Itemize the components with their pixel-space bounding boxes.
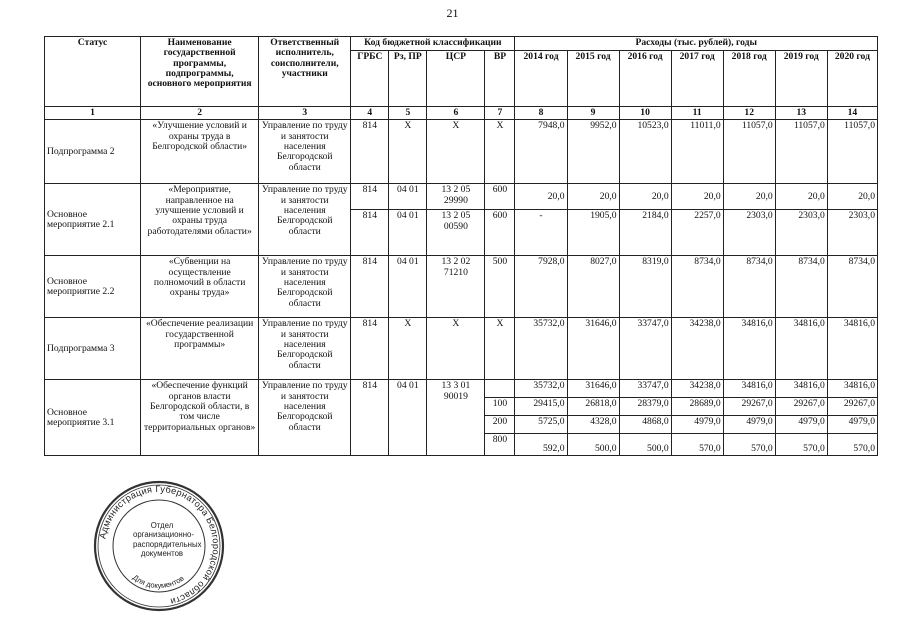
cell-value: 29267,0 xyxy=(775,398,827,416)
cell-grbs: 814 xyxy=(351,318,389,380)
cell-rzpr: 04 01 xyxy=(389,380,427,456)
cell-value: 20,0 xyxy=(567,184,619,210)
cell-csr: Х xyxy=(427,318,485,380)
column-number: 6 xyxy=(427,107,485,120)
row-executor: Управление по труду и занятости населения Белгородской области xyxy=(259,318,351,380)
cell-value: 4979,0 xyxy=(775,416,827,434)
table-row xyxy=(45,380,878,398)
column-number: 12 xyxy=(723,107,775,120)
cell-value: 570,0 xyxy=(671,434,723,456)
column-number: 4 xyxy=(351,107,389,120)
cell-value: 29415,0 xyxy=(515,398,567,416)
row-status: Подпрограмма 2 xyxy=(45,120,141,184)
table-row xyxy=(45,184,878,210)
header-executor: Ответственный исполнитель, соисполнители, участники xyxy=(259,37,351,107)
cell-value: 10523,0 xyxy=(619,120,671,184)
cell-value: 11057,0 xyxy=(723,120,775,184)
cell-grbs: 814 xyxy=(351,184,389,210)
cell-value: 4328,0 xyxy=(567,416,619,434)
cell-vr: 800 xyxy=(485,434,515,456)
cell-csr: 13 2 05 29990 xyxy=(427,184,485,210)
header-name: Наименование государственной программы, подпрограммы, основного мероприятия xyxy=(141,37,259,107)
cell-value: 7948,0 xyxy=(515,120,567,184)
header-vr: ВР xyxy=(485,51,515,107)
cell-value: 570,0 xyxy=(723,434,775,456)
cell-vr: Х xyxy=(485,318,515,380)
cell-csr: 13 2 05 00590 xyxy=(427,210,485,256)
cell-rzpr: 04 01 xyxy=(389,256,427,318)
row-name: «Субвенции на осуществление полномочий в области охраны труда» xyxy=(141,256,259,318)
stamp-inner-textpath: Для документов xyxy=(131,572,186,591)
header-grbs: ГРБС xyxy=(351,51,389,107)
cell-grbs: 814 xyxy=(351,380,389,456)
cell-vr: 600 xyxy=(485,184,515,210)
cell-rzpr: Х xyxy=(389,120,427,184)
cell-value: 34816,0 xyxy=(723,318,775,380)
column-number: 14 xyxy=(827,107,877,120)
cell-vr: Х xyxy=(485,120,515,184)
column-number: 9 xyxy=(567,107,619,120)
cell-value: 2303,0 xyxy=(775,210,827,256)
cell-value: 8734,0 xyxy=(775,256,827,318)
cell-value: 2303,0 xyxy=(723,210,775,256)
cell-grbs: 814 xyxy=(351,256,389,318)
column-number: 5 xyxy=(389,107,427,120)
cell-value: 8734,0 xyxy=(671,256,723,318)
cell-vr: 100 xyxy=(485,398,515,416)
table-row xyxy=(45,318,878,380)
cell-value: 28379,0 xyxy=(619,398,671,416)
cell-value: 11011,0 xyxy=(671,120,723,184)
column-numbers-row xyxy=(45,107,878,120)
cell-value: 592,0 xyxy=(515,434,567,456)
stamp-outer-textpath: Администрация Губернатора Белгородской области xyxy=(97,483,222,607)
cell-value: 20,0 xyxy=(723,184,775,210)
row-status: Основное мероприятие 3.1 xyxy=(45,380,141,456)
cell-value: 34816,0 xyxy=(827,318,877,380)
stamp-line: организационно- xyxy=(133,530,194,540)
stamp-line: Отдел xyxy=(150,521,174,530)
cell-value: 4979,0 xyxy=(671,416,723,434)
cell-value: - xyxy=(515,210,567,256)
cell-csr: 13 3 01 90019 xyxy=(427,380,485,456)
column-number: 1 xyxy=(45,107,141,120)
page-number: 21 xyxy=(446,6,459,20)
budget-table xyxy=(44,36,878,456)
cell-value: 4868,0 xyxy=(619,416,671,434)
cell-value: 29267,0 xyxy=(827,398,877,416)
stamp-center-text xyxy=(133,521,202,559)
row-name: «Улучшение условий и охраны труда в Белгородской области» xyxy=(141,120,259,184)
header-budget-code: Код бюджетной классификации xyxy=(351,37,515,51)
row-executor: Управление по труду и занятости населения Белгородской области xyxy=(259,256,351,318)
cell-value: 20,0 xyxy=(515,184,567,210)
cell-vr xyxy=(485,380,515,398)
cell-value: 34238,0 xyxy=(671,318,723,380)
cell-value: 5725,0 xyxy=(515,416,567,434)
cell-value: 8027,0 xyxy=(567,256,619,318)
row-name: «Мероприятие, направленное на улучшение условий и охраны труда работодателями области» xyxy=(141,184,259,256)
header-year: 2016 год xyxy=(619,51,671,107)
cell-rzpr: Х xyxy=(389,318,427,380)
cell-value: 35732,0 xyxy=(515,318,567,380)
stamp-line: документов xyxy=(140,549,184,559)
cell-value: 500,0 xyxy=(619,434,671,456)
row-status: Основное мероприятие 2.2 xyxy=(45,256,141,318)
cell-value: 9952,0 xyxy=(567,120,619,184)
cell-value: 4979,0 xyxy=(827,416,877,434)
cell-value: 2184,0 xyxy=(619,210,671,256)
column-number: 8 xyxy=(515,107,567,120)
cell-csr: 13 2 02 71210 xyxy=(427,256,485,318)
header-expenses: Расходы (тыс. рублей), годы xyxy=(515,37,878,51)
row-status: Основное мероприятие 2.1 xyxy=(45,184,141,256)
row-executor: Управление по труду и занятости населения Белгородской области xyxy=(259,380,351,456)
cell-value: 34816,0 xyxy=(775,380,827,398)
cell-vr: 600 xyxy=(485,210,515,256)
cell-value: 20,0 xyxy=(619,184,671,210)
row-executor: Управление по труду и занятости населения Белгородской области xyxy=(259,184,351,256)
cell-value: 2257,0 xyxy=(671,210,723,256)
cell-value: 26818,0 xyxy=(567,398,619,416)
column-number: 3 xyxy=(259,107,351,120)
cell-value: 8319,0 xyxy=(619,256,671,318)
table-row xyxy=(45,120,878,184)
column-number: 11 xyxy=(671,107,723,120)
cell-value: 20,0 xyxy=(671,184,723,210)
stamp-line: распорядительных xyxy=(133,539,202,549)
cell-value: 20,0 xyxy=(827,184,877,210)
cell-value: 500,0 xyxy=(567,434,619,456)
cell-value: 29267,0 xyxy=(723,398,775,416)
cell-value: 34816,0 xyxy=(827,380,877,398)
column-number: 13 xyxy=(775,107,827,120)
cell-value: 2303,0 xyxy=(827,210,877,256)
header-year: 2014 год xyxy=(515,51,567,107)
row-status: Подпрограмма 3 xyxy=(45,318,141,380)
cell-value: 1905,0 xyxy=(567,210,619,256)
cell-grbs: 814 xyxy=(351,210,389,256)
header-year: 2020 год xyxy=(827,51,877,107)
header-year: 2017 год xyxy=(671,51,723,107)
header-csr: ЦСР xyxy=(427,51,485,107)
cell-vr: 500 xyxy=(485,256,515,318)
cell-value: 33747,0 xyxy=(619,380,671,398)
table-row xyxy=(45,256,878,318)
column-number: 7 xyxy=(485,107,515,120)
cell-value: 11057,0 xyxy=(827,120,877,184)
header-year: 2019 год xyxy=(775,51,827,107)
cell-value: 8734,0 xyxy=(723,256,775,318)
cell-value: 31646,0 xyxy=(567,380,619,398)
cell-value: 33747,0 xyxy=(619,318,671,380)
cell-value: 4979,0 xyxy=(723,416,775,434)
column-number: 10 xyxy=(619,107,671,120)
cell-csr: Х xyxy=(427,120,485,184)
cell-value: 570,0 xyxy=(827,434,877,456)
cell-rzpr: 04 01 xyxy=(389,210,427,256)
header-year: 2015 год xyxy=(567,51,619,107)
cell-value: 570,0 xyxy=(775,434,827,456)
header-status: Статус xyxy=(45,37,141,107)
cell-vr: 200 xyxy=(485,416,515,434)
cell-value: 34816,0 xyxy=(723,380,775,398)
column-number: 2 xyxy=(141,107,259,120)
header-rzpr: Рз, ПР xyxy=(389,51,427,107)
cell-value: 7928,0 xyxy=(515,256,567,318)
header-year: 2018 год xyxy=(723,51,775,107)
row-executor: Управление по труду и занятости населения Белгородской области xyxy=(259,120,351,184)
cell-value: 20,0 xyxy=(775,184,827,210)
cell-value: 35732,0 xyxy=(515,380,567,398)
cell-value: 34238,0 xyxy=(671,380,723,398)
cell-value: 8734,0 xyxy=(827,256,877,318)
cell-value: 11057,0 xyxy=(775,120,827,184)
cell-value: 34816,0 xyxy=(775,318,827,380)
row-name: «Обеспечение функций органов власти Белгородской области, в том числе территориальных органов» xyxy=(141,380,259,456)
cell-rzpr: 04 01 xyxy=(389,184,427,210)
cell-value: 28689,0 xyxy=(671,398,723,416)
cell-grbs: 814 xyxy=(351,120,389,184)
row-name: «Обеспечение реализации государственной программы» xyxy=(141,318,259,380)
cell-value: 31646,0 xyxy=(567,318,619,380)
